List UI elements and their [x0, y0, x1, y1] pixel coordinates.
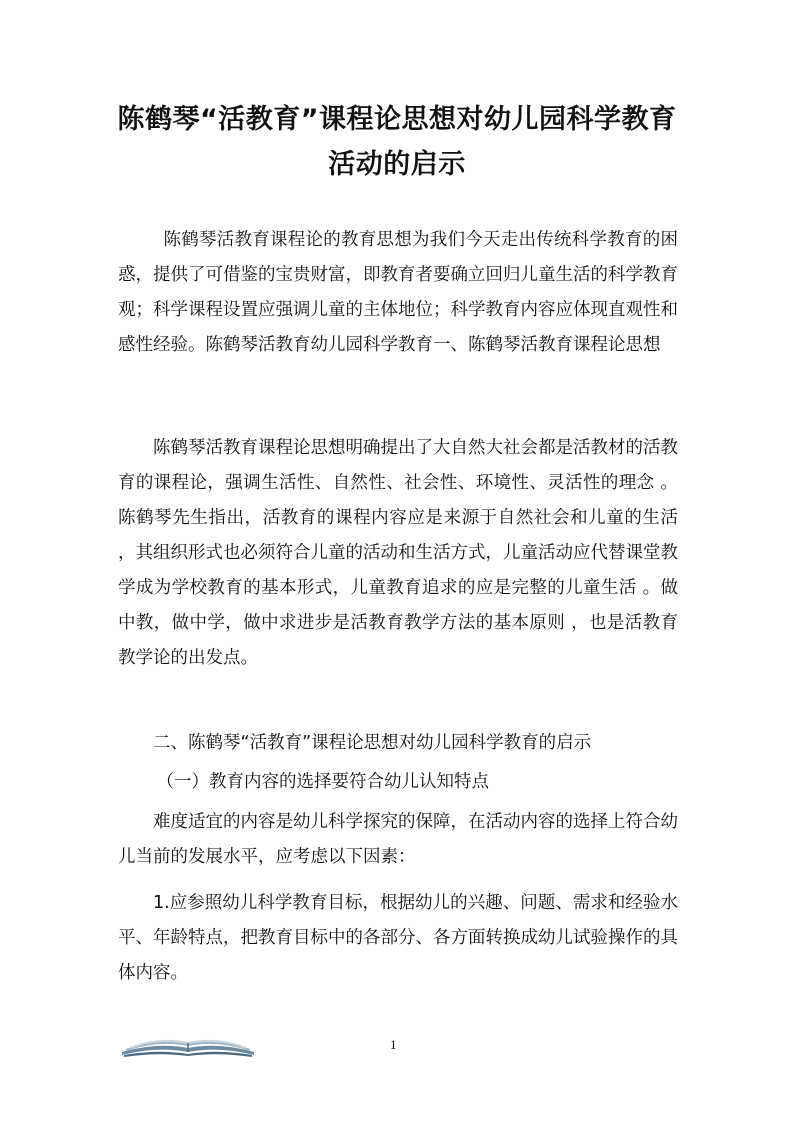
page-number: 1 [390, 1037, 397, 1052]
subsection-heading-1: （一）教育内容的选择要符合幼儿认知特点 [156, 772, 489, 792]
list-item-1: 1.应参照幼儿科学教育目标，根据幼儿的兴趣、问题、需求和经验水平、年龄特点，把教育目标中的各部分、各方面转换成幼儿试验操作的具体内容。 [118, 893, 678, 983]
paragraph-curriculum-theory: 陈鹤琴活教育课程论思想明确提出了大自然大社会都是活教材的活教育的课程论，强调生活性、自然性、社会性、环境性、灵活性的理念 。陈鹤琴先生指出，活教育的课程内容应是来源于自然社会和儿童的生活 ，其组织形式也必须符合儿童的活动和生活方式，儿童活动应代替课堂教学成为学校教育的基本形式，儿童教育追求的应是完整的儿童生活 。做中教，做中学，做中求进步是活教育教学方法的基本原则 ，也是活教育教学论的出发点。 [118, 438, 678, 668]
document-title: 陈鹤琴“活教育”课程论思想对幼儿园科学教育活动的启示 [117, 104, 677, 180]
section-heading-2: 二、陈鹤琴“活教育”课程论思想对幼儿园科学教育的启示 [153, 733, 592, 753]
book-decoration-icon [118, 1030, 258, 1060]
paragraph-abstract: 陈鹤琴活教育课程论的教育思想为我们今天走出传统科学教育的困惑，提供了可借鉴的宝贵财富，即教育者要确立回归儿童生活的科学教育观；科学课程设置应强调儿童的主体地位；科学教育内容应体现直观性和感性经验。陈鹤琴活教育幼儿园科学教育一、陈鹤琴活教育课程论思想 [118, 230, 678, 355]
paragraph-content-difficulty: 难度适宜的内容是幼儿科学探究的保障，在活动内容的选择上符合幼儿当前的发展水平，应考虑以下因素： [118, 812, 678, 867]
